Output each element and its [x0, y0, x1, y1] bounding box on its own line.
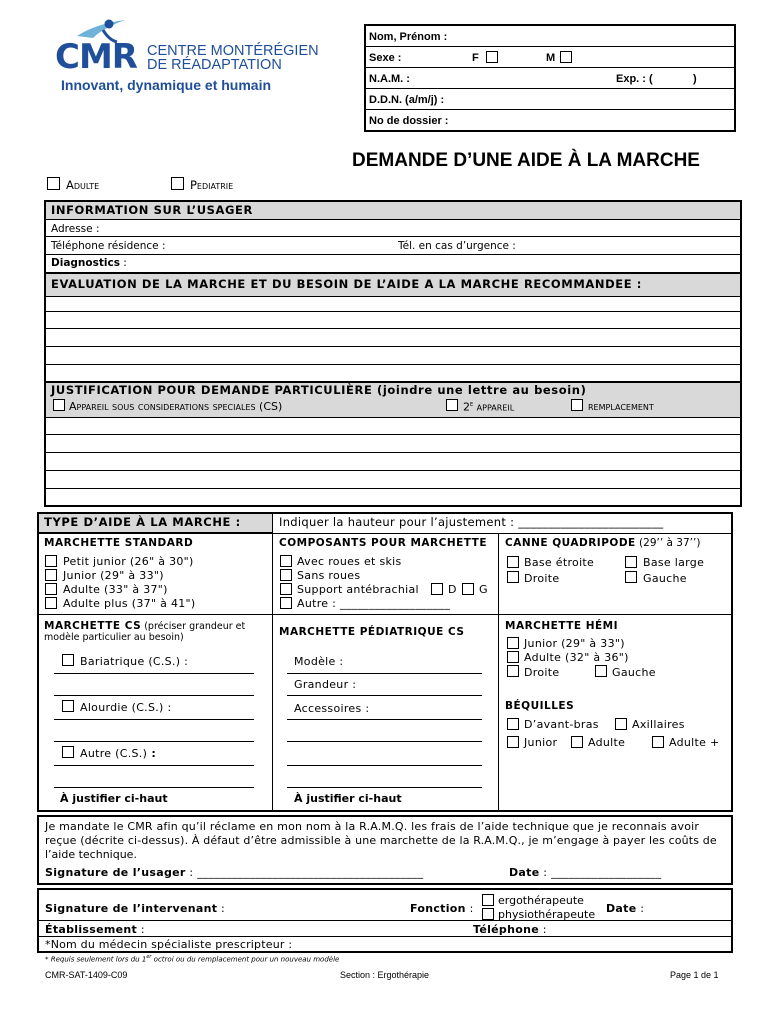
forearm-crutch-checkbox[interactable]: [507, 718, 519, 730]
page-number: Page 1 de 1: [670, 970, 719, 980]
ot-label: ergothérapeute: [498, 894, 584, 907]
wide-base-label: Base large: [643, 556, 705, 569]
physician-field[interactable]: *Nom du médecin spécialiste prescripteur :: [45, 938, 293, 951]
accessories-label: Accessoires :: [294, 702, 370, 715]
establishment-field[interactable]: Établissement :: [45, 923, 145, 936]
form-code: CMR-SAT-1409-C09: [45, 970, 128, 980]
ddn-row[interactable]: [366, 89, 734, 110]
crutch-adult-plus-label: Adulte +: [669, 736, 720, 749]
heavy-checkbox[interactable]: [62, 700, 74, 712]
bariatric-checkbox[interactable]: [62, 654, 74, 666]
forearm-support-checkbox[interactable]: [280, 583, 292, 595]
info-header: INFORMATION SUR L’USAGER: [51, 203, 253, 217]
justification-header: JUSTIFICATION POUR DEMANDE PARTICULIÈRE (joindre une lettre au besoin): [51, 383, 587, 397]
bariatric-label: Bariatrique (C.S.) :: [80, 655, 189, 668]
sex-m-checkbox[interactable]: [560, 51, 572, 63]
quad-left-checkbox[interactable]: [625, 571, 637, 583]
pediatric-checkbox[interactable]: [171, 177, 184, 190]
urgent-phone-label: Tél. en cas d’urgence :: [398, 240, 516, 252]
pediatric-walker-title: MARCHETTE PÉDIATRIQUE CS: [279, 626, 465, 638]
hemi-left-label: Gauche: [612, 666, 656, 679]
replacement-label: remplacement: [588, 400, 654, 413]
second-device-label: 2e appareil: [463, 400, 515, 414]
replacement-checkbox[interactable]: [571, 399, 583, 411]
hemi-left-checkbox[interactable]: [595, 665, 607, 677]
forearm-g-checkbox[interactable]: [462, 583, 474, 595]
wheels-skis-label: Avec roues et skis: [297, 555, 402, 568]
sex-f-label: F: [472, 52, 479, 64]
exp-label: Exp. : (: [616, 73, 653, 85]
footnote: * Requis seulement lors du 1er octroi ou du remplacement pour un nouveau modèle: [45, 954, 340, 964]
adult-checkbox[interactable]: [47, 177, 60, 190]
narrow-base-label: Base étroite: [524, 556, 595, 569]
hemi-adult-label: Adulte (32" à 36"): [524, 651, 629, 664]
crutch-adult-plus-checkbox[interactable]: [652, 736, 664, 748]
components-other-checkbox[interactable]: [280, 597, 292, 609]
dossier-label: No de dossier :: [369, 115, 449, 127]
cs-device-label: Appareil sous considerations speciales (CS): [69, 400, 283, 413]
logo-name-line2: DE RÉADAPTATION: [147, 57, 282, 73]
other-cs-line[interactable]: [54, 765, 254, 766]
pt-label: physiothérapeute: [498, 908, 596, 921]
dossier-row[interactable]: [366, 110, 734, 131]
forearm-d-checkbox[interactable]: [431, 583, 443, 595]
mandate-text-1: Je mandate le CMR afin qu’il réclame en mon nom à la R.A.M.Q. les frais de l’aide technique que je reconnais avoir: [45, 820, 700, 833]
narrow-base-checkbox[interactable]: [507, 556, 519, 568]
bariatric-line[interactable]: [54, 673, 254, 674]
size-line[interactable]: [287, 695, 482, 696]
no-wheels-checkbox[interactable]: [280, 569, 292, 581]
junior-label: Junior (29" à 33"): [63, 569, 164, 582]
nam-label: N.A.M. :: [369, 73, 410, 85]
crutch-adult-checkbox[interactable]: [571, 736, 583, 748]
clinician-date-field[interactable]: Date :: [606, 902, 645, 915]
staff-phone-field[interactable]: Téléphone :: [473, 923, 547, 936]
quad-right-label: Droite: [524, 572, 560, 585]
nam-row[interactable]: [366, 68, 734, 89]
hemi-adult-checkbox[interactable]: [507, 651, 519, 663]
user-signature-field[interactable]: Signature de l’usager : _______________________________________: [45, 866, 424, 879]
name-label: Nom, Prénom :: [369, 31, 448, 43]
exp-close: ): [693, 73, 697, 85]
model-label: Modèle :: [294, 655, 344, 668]
wheels-skis-checkbox[interactable]: [280, 555, 292, 567]
axillary-checkbox[interactable]: [615, 718, 627, 730]
ot-checkbox[interactable]: [482, 894, 494, 906]
adult-walker-checkbox[interactable]: [45, 583, 57, 595]
standard-walker-title: MARCHETTE STANDARD: [44, 537, 194, 549]
home-phone-label: Téléphone résidence :: [51, 240, 166, 252]
forearm-crutch-label: D’avant-bras: [524, 718, 599, 731]
diagnostics-label: Diagnostics: [51, 257, 120, 269]
footer-section: Section : Ergothérapie: [340, 970, 430, 980]
heavy-label: Alourdie (C.S.) :: [80, 701, 172, 714]
size-label: Grandeur :: [294, 678, 357, 691]
sex-row: [366, 47, 734, 68]
logo-mark: CMR: [55, 37, 137, 77]
height-adjustment-label[interactable]: Indiquer la hauteur pour l’ajustement : ________________________: [279, 515, 664, 529]
wide-base-checkbox[interactable]: [625, 556, 637, 568]
other-cs-checkbox[interactable]: [62, 746, 74, 758]
cs-device-checkbox[interactable]: [53, 399, 65, 411]
no-wheels-label: Sans roues: [297, 569, 361, 582]
adult-label: Adulte: [66, 178, 100, 192]
cmr-logo: [55, 14, 319, 99]
junior-checkbox[interactable]: [45, 569, 57, 581]
cs-walker-note: modèle particulier au besoin): [44, 632, 184, 643]
sex-f-checkbox[interactable]: [486, 51, 498, 63]
axillary-label: Axillaires: [632, 718, 685, 731]
ddn-label: D.D.N. (a/m/j) :: [369, 94, 445, 106]
pediatric-justify-note: À justifier ci-haut: [294, 792, 402, 805]
heavy-line[interactable]: [54, 719, 254, 720]
logo-tagline: Innovant, dynamique et humain: [61, 77, 272, 93]
pediatric-label: Pediatrie: [190, 178, 234, 192]
clinician-signature-field[interactable]: Signature de l’intervenant :: [45, 902, 226, 915]
cs-walker-title: MARCHETTE CS (préciser grandeur et: [44, 620, 246, 632]
patient-id-box: [364, 24, 736, 132]
crutch-junior-checkbox[interactable]: [507, 736, 519, 748]
function-label: Fonction :: [410, 902, 474, 915]
hemi-junior-checkbox[interactable]: [507, 637, 519, 649]
page-title: DEMANDE D’UNE AIDE À LA MARCHE: [352, 150, 700, 171]
quad-cane-title: CANNE QUADRIPODE (29’’ à 37’’): [505, 537, 701, 549]
components-title: COMPOSANTS POUR MARCHETTE: [279, 537, 488, 549]
sex-m-label: M: [546, 52, 556, 64]
evaluation-header: EVALUATION DE LA MARCHE ET DU BESOIN DE L’AIDE A LA MARCHE RECOMMANDEE :: [51, 277, 642, 291]
forearm-d-label: D: [448, 583, 457, 596]
mandate-text-2: reçue (décrite ci-dessus). À défaut d’être admissible à une marchette de la R.A.M.Q., je m’engage à payer les coûts de: [45, 834, 717, 847]
crutch-junior-label: Junior: [524, 736, 558, 749]
crutches-title: BÉQUILLES: [505, 700, 575, 712]
quad-left-label: Gauche: [643, 572, 687, 585]
mandate-text-3: l’aide technique.: [45, 848, 137, 861]
model-line[interactable]: [287, 673, 482, 674]
hemi-right-checkbox[interactable]: [507, 665, 519, 677]
hemi-right-label: Droite: [524, 666, 560, 679]
sex-label: Sexe :: [369, 52, 402, 64]
petit-junior-checkbox[interactable]: [45, 555, 57, 567]
name-row[interactable]: [366, 26, 734, 47]
user-date-field[interactable]: Date : ___________________: [509, 866, 662, 879]
aid-type-header: TYPE D’AIDE À LA MARCHE :: [44, 515, 241, 529]
second-device-checkbox[interactable]: [446, 399, 458, 411]
accessories-line[interactable]: [287, 719, 482, 720]
hemi-walker-title: MARCHETTE HÉMI: [505, 620, 619, 632]
petit-junior-label: Petit junior (26" à 30"): [63, 555, 194, 568]
adult-plus-label: Adulte plus (37" à 41"): [63, 597, 196, 610]
cs-justify-note: À justifier ci-haut: [60, 792, 168, 805]
justification-lines[interactable]: [46, 416, 740, 505]
components-other-label[interactable]: Autre : ___________________: [297, 597, 451, 610]
crutch-adult-label: Adulte: [588, 736, 626, 749]
evaluation-lines[interactable]: [46, 295, 740, 381]
forearm-g-label: G: [479, 583, 488, 596]
adult-plus-checkbox[interactable]: [45, 597, 57, 609]
forearm-support-label: Support antébrachial: [297, 583, 419, 596]
hemi-junior-label: Junior (29" à 33"): [524, 637, 625, 650]
logo-name-line1: CENTRE MONTÉRÉGIEN: [147, 43, 319, 59]
quad-right-checkbox[interactable]: [507, 571, 519, 583]
adult-walker-label: Adulte (33" à 37"): [63, 583, 168, 596]
pt-checkbox[interactable]: [482, 908, 494, 920]
address-label: Adresse :: [51, 223, 100, 235]
other-cs-label: Autre (C.S.) :: [80, 747, 157, 760]
